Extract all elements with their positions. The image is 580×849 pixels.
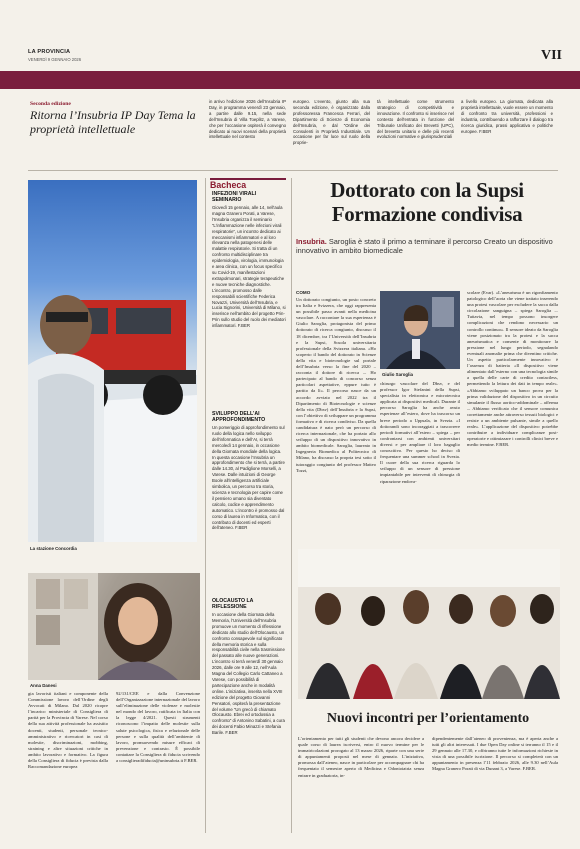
subhead-lead: Insubria. bbox=[296, 237, 327, 246]
danesi-photo-illustration bbox=[28, 573, 200, 680]
concordia-station-photo bbox=[28, 180, 197, 542]
danesi-article-col-1: gia lavoristi italiani e componente della Commissione lavoro dell’Ordine degli Avvocati di Milano. Dal 2020 ricopre l’incarico ministeriale di Consigliera di parità per la Provincia di Varese. Nel corso della sua attività professionale ha assistito docenti, studenti, personale tecnico-amministrativo e ricercatori in casi di molestie, discriminazioni, mobbing, straining e altre situazioni critiche in ambito lavorativo e formativo. La figura della Consigliera di fiducia è prevista dalla Raccomandazione europea bbox=[28, 691, 108, 770]
bacheca-item2-text: Un pomeriggio di approfondimento sul ruolo della logica nello sviluppo dell’informatica e dell’AI, si terrà mercoledì 14 gennaio, in occasione della Giornata mondiale della logica. In questa occasione l’Insubria un approfondimento che si terrà, a partire dalle 14.30, al Padiglione Morselli, a Varese. Dalle intuizioni di George Boole all’intelligenza artificiale simbolica, un percorso tra storia, scienza e tecnologia per capire come il pensiero umano sia diventato calcolo, codice e apprendimento automatico. L’incontro è promosso dal corso di laurea in Informatica, con il contributo di docenti ed esperti dell’ateneo. F.BER bbox=[212, 425, 285, 531]
second-edition-title: Ritorna l’Insubria IP Day Tema la proprietà intellettuale bbox=[30, 108, 196, 136]
main-article-col-3: scolare (Evar). «L’aneurisma è un rigonfiamento patologico dell’aorta che viene trattato inserendo una protesi vascolare per escludere la sacca dalla circolazione sanguigna – spiega Saroglia –. Tuttavia, nel tempo possono insorgere complicazioni che rendono necessario un controllo continuo». Il sensore ideato da Saroglia viene posizionato tra la protesi e la sacca aneurismatica e consente di monitorare la pressione nel lungo periodo, segnalando eventuali anomalie prima che diventino critiche. Un aspetto particolarmente innovativo è l’assenza di batteria «Il dispositivo viene alimentato dall’esterno con una tecnologia simile a quella delle carte di credito contactless, permettendo la lettura dei dati in tempo reale». «Abbiamo sviluppato un banco prova per la prima validazione del dispositivo in un circuito simulante il flusso aortico-addominale – afferma –. Abbiamo verificato che il sensore comunica correttamente anche attraverso tessuti biologici e resiste a un ambiente pulsante, simile a quello reale». L’applicazione del dispositivo potrebbe contribuire a individuare complicanze post-operatorie e ottimizzare i controlli clinici breve e medio termine. F.BER. bbox=[467, 290, 558, 448]
giulio-saroglia-photo bbox=[380, 291, 460, 369]
concordia-photo-illustration bbox=[28, 180, 197, 542]
second-article-col-2: dipendentemente dall’ateneo di provenienza, ma è aperta anche a tutti gli altri interessati. I due Open Day online si terranno il 15 e il 29 gennaio alle 17.30, e offriranno tutte le informazioni richieste in vista di una possibile iscrizione. Il percorso si completerà con un appuntamento in presenza l’11 febbraio 2026, alle 9.30 nell’Aula Magna Granero Porati di via Dunant 3, a Varese. F.BER. bbox=[432, 736, 558, 772]
group-photo-illustration bbox=[298, 549, 560, 699]
issue-date: VENERDÌ 9 GENNAIO 2026 bbox=[28, 57, 82, 62]
column-separator bbox=[291, 178, 292, 833]
main-subheadline bbox=[296, 237, 558, 255]
main-headline: Dottorato con la Supsi Formazione condivisa bbox=[330, 178, 524, 226]
newspaper-brand: LA PROVINCIA bbox=[28, 49, 71, 55]
second-edition-kicker: Seconda edizione bbox=[30, 101, 71, 107]
second-article-headline: Nuovi incontri per l’orientamento bbox=[326, 711, 530, 726]
bacheca-item1-text: Giovedì 15 gennaio, alle 14, nell’aula magna Granero Porati, a Varese, l’Insubria organizza il seminario “L’infiammazione nelle infezioni virali respiratorie”, un incontro dedicato ai meccanismi infiammatori e al loro rilevanza nella patogenesi delle malattie respiratorie. Si tratta di un confronto multidisciplinare tra epidemiologia, virologia, immunologia e area clinica, con un focus specifico su Covid-19, manifestazioni extrapolmonari, strategie terapeutiche e nuove tecniche diagnostiche. L’incontro, promosso dalle responsabili scientifiche Federica Novazzi, Università dell’Insubria, e Lucia Signorini, Università di Milano, si inserisce nell’ambito del progetto Prin-Prin sullo studio del ruolo dei mediatori infiammatori. F.BER bbox=[212, 205, 286, 329]
dateline: COMO bbox=[296, 290, 311, 295]
bacheca-item2-heading: SVILUPPO DELL’AI APPROFONDIMENTO bbox=[212, 411, 266, 423]
bacheca-item1-heading: INFEZIONI VIRALI SEMINARIO bbox=[212, 191, 257, 203]
bacheca-item3-text: In occasione della Giornata della Memoria, l’Università dell’Insubria promuove un momento di riflessione dedicato allo studio dell’Olocausto, un confronto consapevole sul significato della memoria storica e sulla responsabilità civile nella trasmissione del passato alle nuove generazioni. L’incontro si terrà venerdì 30 gennaio 2026, dalle ore 9 alle 12, nell’Aula Magna del Collegio Carlo Cattaneo a Varese, con possibilità di partecipazione anche in modalità online. L’iniziativa, inserita nella XVIII edizione del progetto Giovanni Pensatori, ospiterà la presentazione del volume “Un grecò di chiamato Olocausto. Ebrei ed ortodossia a confronto” di Antonino Sabatini, a cura dei docenti Fabio Minazzi e Stefania Barile. F.BER bbox=[212, 612, 285, 736]
saroglia-caption: Giulio Saroglia bbox=[382, 372, 413, 377]
main-article-col-2: chirurgo vascolare del Dbsv, e del professor Igor Stefanini della Supsi, specialista in elettronica e microtecnica applicata ai dispositivi medicali. Durante il percorso Saroglia ha anche avuto esperienze all’estero, dove ha trascorso un breve periodo a Uppsala, in Svezia. «I dottorandi sono incoraggiati a trascorrere periodi formativi all’estero – spiega – per confrontarsi con ambienti universitari diversi e per ampliare il loro bagaglio conoscitivo. Per questo ho deciso di frequentare una summer school in Svezia. Il cuore della sua ricerca riguarda lo sviluppo di un sensore di pressione impiantabile per interventi di chirurgia di riparazione endova- bbox=[380, 381, 460, 484]
bacheca-title: Bacheca bbox=[210, 180, 247, 190]
main-article-col-1: Un dottorato congiunto, un posto concreto tra Italia e Svizzera, che oggi rappresenta un possibile passo avanti nella medicina vascolare. A raccontare la sua esperienza è Giulio Saroglia, protagonista del primo dottorato di ricerca congiunto, discusso il 18 dicembre, tra l’Università dell’Insubria e la Supsi, Scuola universitaria professionale della Svizzera italiana. «Ho scoperto il bando del dottorato in Scienze della vita e biotecnologie sul portale dell’Insubria verso la fine del 2020 – racconta il dottore di ricerca –. Ho partecipato al bando di concorso senza particolari aspettative, eppure tutto è partito da lì». Il percorso nasce da un accordo avviato nel 2022 tra il Dipartimento di Biotecnologie e scienze della vita (Dbsv) dell’Insubria e la Supsi, con l’obiettivo di sviluppare un programma formativo e di ricerca condiviso. Da quella candidatura è nato però un percorso di ricerca internazionale, che ha portato allo sviluppo di un dispositivo innovativo in ambito biomedicale. Saroglia, laureato in Ingegneria Biomedica al Politecnico di Milano, ha discusso la propria tesi sotto il tutoraggio congiunto del professor Matteo Tozzi, bbox=[296, 297, 376, 473]
orientamento-group-photo bbox=[298, 549, 560, 699]
bacheca-rule bbox=[210, 178, 286, 180]
second-edition-col-4: a livello europeo. La giornata, dedicata alla proprietà intellettuale, vuole essere un momento di confronto tra università, professioni e industria, contribuendo a rafforzare il dialogo tra ricerca giuridica, prassi applicativa e politiche europee. F.BER bbox=[461, 99, 553, 134]
anna-danesi-photo bbox=[28, 573, 200, 680]
second-edition-col-2: europeo. L’evento, giunto alla sua seconda edizione, è organizzato dalla professoressa Francesca Ferrari, del Dipartimento di Scienze di Economia dell’Insubria, e dal “Ordine dei Consulenti in Proprietà Industriale. Un occasione per far luce sul ruolo della proprie- bbox=[293, 99, 370, 146]
danesi-article-col-2: 92/131/CEE e dalla Convenzione dell’Organizzazione internazionale del lavoro sull’eliminazione delle violenze e molestie nel mondo del lavoro, ratificata in Italia con la legge 4/2021. Questi strumenti riconoscono l’impatto delle molestie sulla salute psicologica, fisica e relazionale delle persone e sulla qualità dell’ambiente di lavoro, promuovendo misure efficaci di prevenzione e contrasto. È possibile contattare la Consigliera di fiducia scrivendo a consiglieradifiducia@uninsubria.it F.BER. bbox=[116, 691, 200, 764]
danesi-caption: Anna Danesi bbox=[30, 683, 57, 688]
bacheca-item3-heading: OLOCAUSTO LA RIFLESSIONE bbox=[212, 598, 254, 610]
second-edition-col-3: tà intellettuale come strumento strategico di competitività e innovazione. Il confronto si inserisce nel contesto dell’entrata in funzione del Tribunale Unificato dei Brevetti (UPC), del brevetto unitario e delle più recenti evoluzioni normative e giurisprudenziali bbox=[377, 99, 454, 140]
saroglia-photo-illustration bbox=[380, 291, 460, 369]
concordia-caption: La stazione Concordia bbox=[30, 546, 77, 551]
column-separator bbox=[205, 178, 206, 833]
section-divider bbox=[28, 170, 558, 171]
second-article-col-1: L’orientamento per tutti gli studenti che devono ancora decidere a quale corso di laurea iscriversi, entro il nuovo termine per le immatricolazioni prorogato al 13 marzo 2026, riparte con una serie di appuntamenti proposti nel mese di gennaio. L’iniziativa, promossa dall’ateneo, nasce in particolare per accompagnare chi ha frequentato il semestre aperto di Medicina e Odontoiatria senza entrare in graduatoria, in- bbox=[298, 736, 424, 778]
subhead-rest: Saroglia è stato il primo a terminare il percorso Creato un dispositivo innovativo in ambito biomedicale bbox=[296, 237, 553, 255]
second-edition-col-1: in arrivo l’edizione 2026 dell’Insubria IP Day, in programma venerdì 23 gennaio, a partire dalle 9.15, nella sede dell’Insubria di Villa Toeplitz, a Varese, che per l’occasione ospiterà il convegno dedicato ai nuovi scenari della proprietà intellettuale nel contesto bbox=[209, 99, 286, 140]
page-number: VII bbox=[540, 48, 562, 63]
header-band bbox=[0, 71, 580, 89]
